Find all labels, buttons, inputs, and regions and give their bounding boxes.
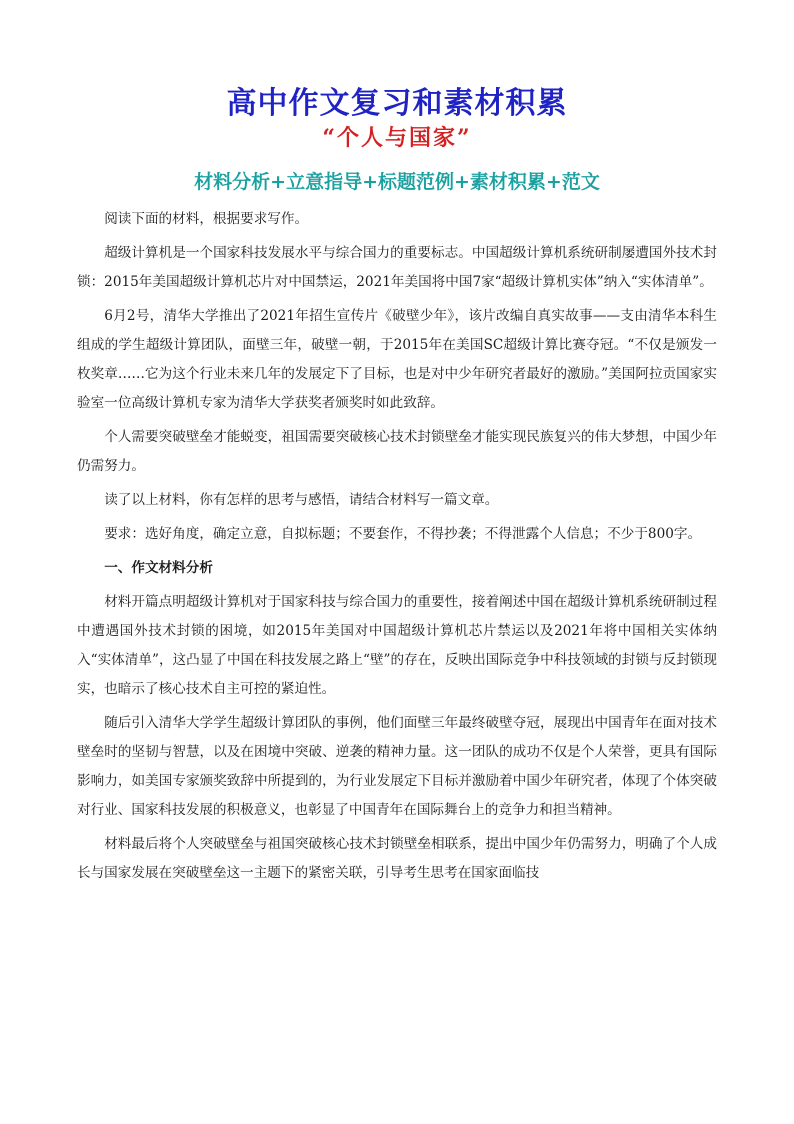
document-title: 高中作文复习和素材积累 [226,86,568,121]
analysis-paragraph-3: 材料最后将个人突破壁垒与祖国突破核心技术封锁壁垒相联系，提出中国少年仍需努力，明确了个人成长与国家发展在突破壁垒这一主题下的紧密关联，引导考生思考在国家面临技 [77,836,717,881]
analysis-paragraph-1: 材料开篇点明超级计算机对于国家科技与综合国力的重要性，接着阐述中国在超级计算机系统研制过程中遭遇国外技术封锁的困境，如2015年美国对中国超级计算机芯片禁运以及2021年将中国相关实体纳入“实体清单”，这凸显了中国在科技发展之路上“壁”的存在，反映出国际竞争中科技领域的封锁与反封锁现实，也暗示了核心技术自主可控的紧迫性。 [77,594,717,697]
analysis-paragraph-2: 随后引入清华大学学生超级计算团队的事例，他们面壁三年最终破壁夺冠，展现出中国青年在面对技术壁垒时的坚韧与智慧，以及在困境中突破、逆袭的精神力量。这一团队的成功不仅是个人荣誉，更具有国际影响力，如美国专家颁奖致辞中所提到的，为行业发展定下目标并激励着中国少年研究者，体现了个体突破对行业、国家科技发展的积极意义，也彰显了中国青年在国际舞台上的竞争力和担当精神。 [77,715,717,818]
paragraph-material-3: 个人需要突破壁垒才能蜕变，祖国需要突破核心技术封锁壁垒才能实现民族复兴的伟大梦想，中国少年仍需努力。 [77,429,717,474]
section-heading: 一、作文材料分析 [104,560,213,576]
paragraph-instruction: 阅读下面的材料，根据要求写作。 [104,211,309,227]
document-body [77,205,717,893]
paragraph-requirements: 要求：选好角度，确定立意，自拟标题；不要套作，不得抄袭；不得泄露个人信息；不少于800字。 [104,526,702,542]
paragraph-material-1: 超级计算机是一个国家科技发展水平与综合国力的重要标志。中国超级计算机系统研制屡遭国外技术封锁：2015年美国超级计算机芯片对中国禁运，2021年美国将中国7家“超级计算机实体”纳入“实体清单”。 [77,245,717,290]
content-heading: 材料分析+立意指导+标题范例+素材积累+范文 [194,171,600,193]
paragraph-material-2: 6月2号，清华大学推出了2021年招生宣传片《破壁少年》，该片改编自真实故事——支由清华本科生组成的学生超级计算团队，面壁三年，破壁一朝，于2015年在美国SC超级计算比赛夺冠。“不仅是颁发一枚奖章……它为这个行业未来几年的发展定下了目标，也是对中少年研究者最好的激励。”美国阿拉贡国家实验室一位高级计算机专家为清华大学获奖者颁奖时如此致辞。 [77,308,717,411]
paragraph-task: 读了以上材料，你有怎样的思考与感悟，请结合材料写一篇文章。 [104,492,499,508]
document-subtitle: “个人与国家” [322,125,472,151]
